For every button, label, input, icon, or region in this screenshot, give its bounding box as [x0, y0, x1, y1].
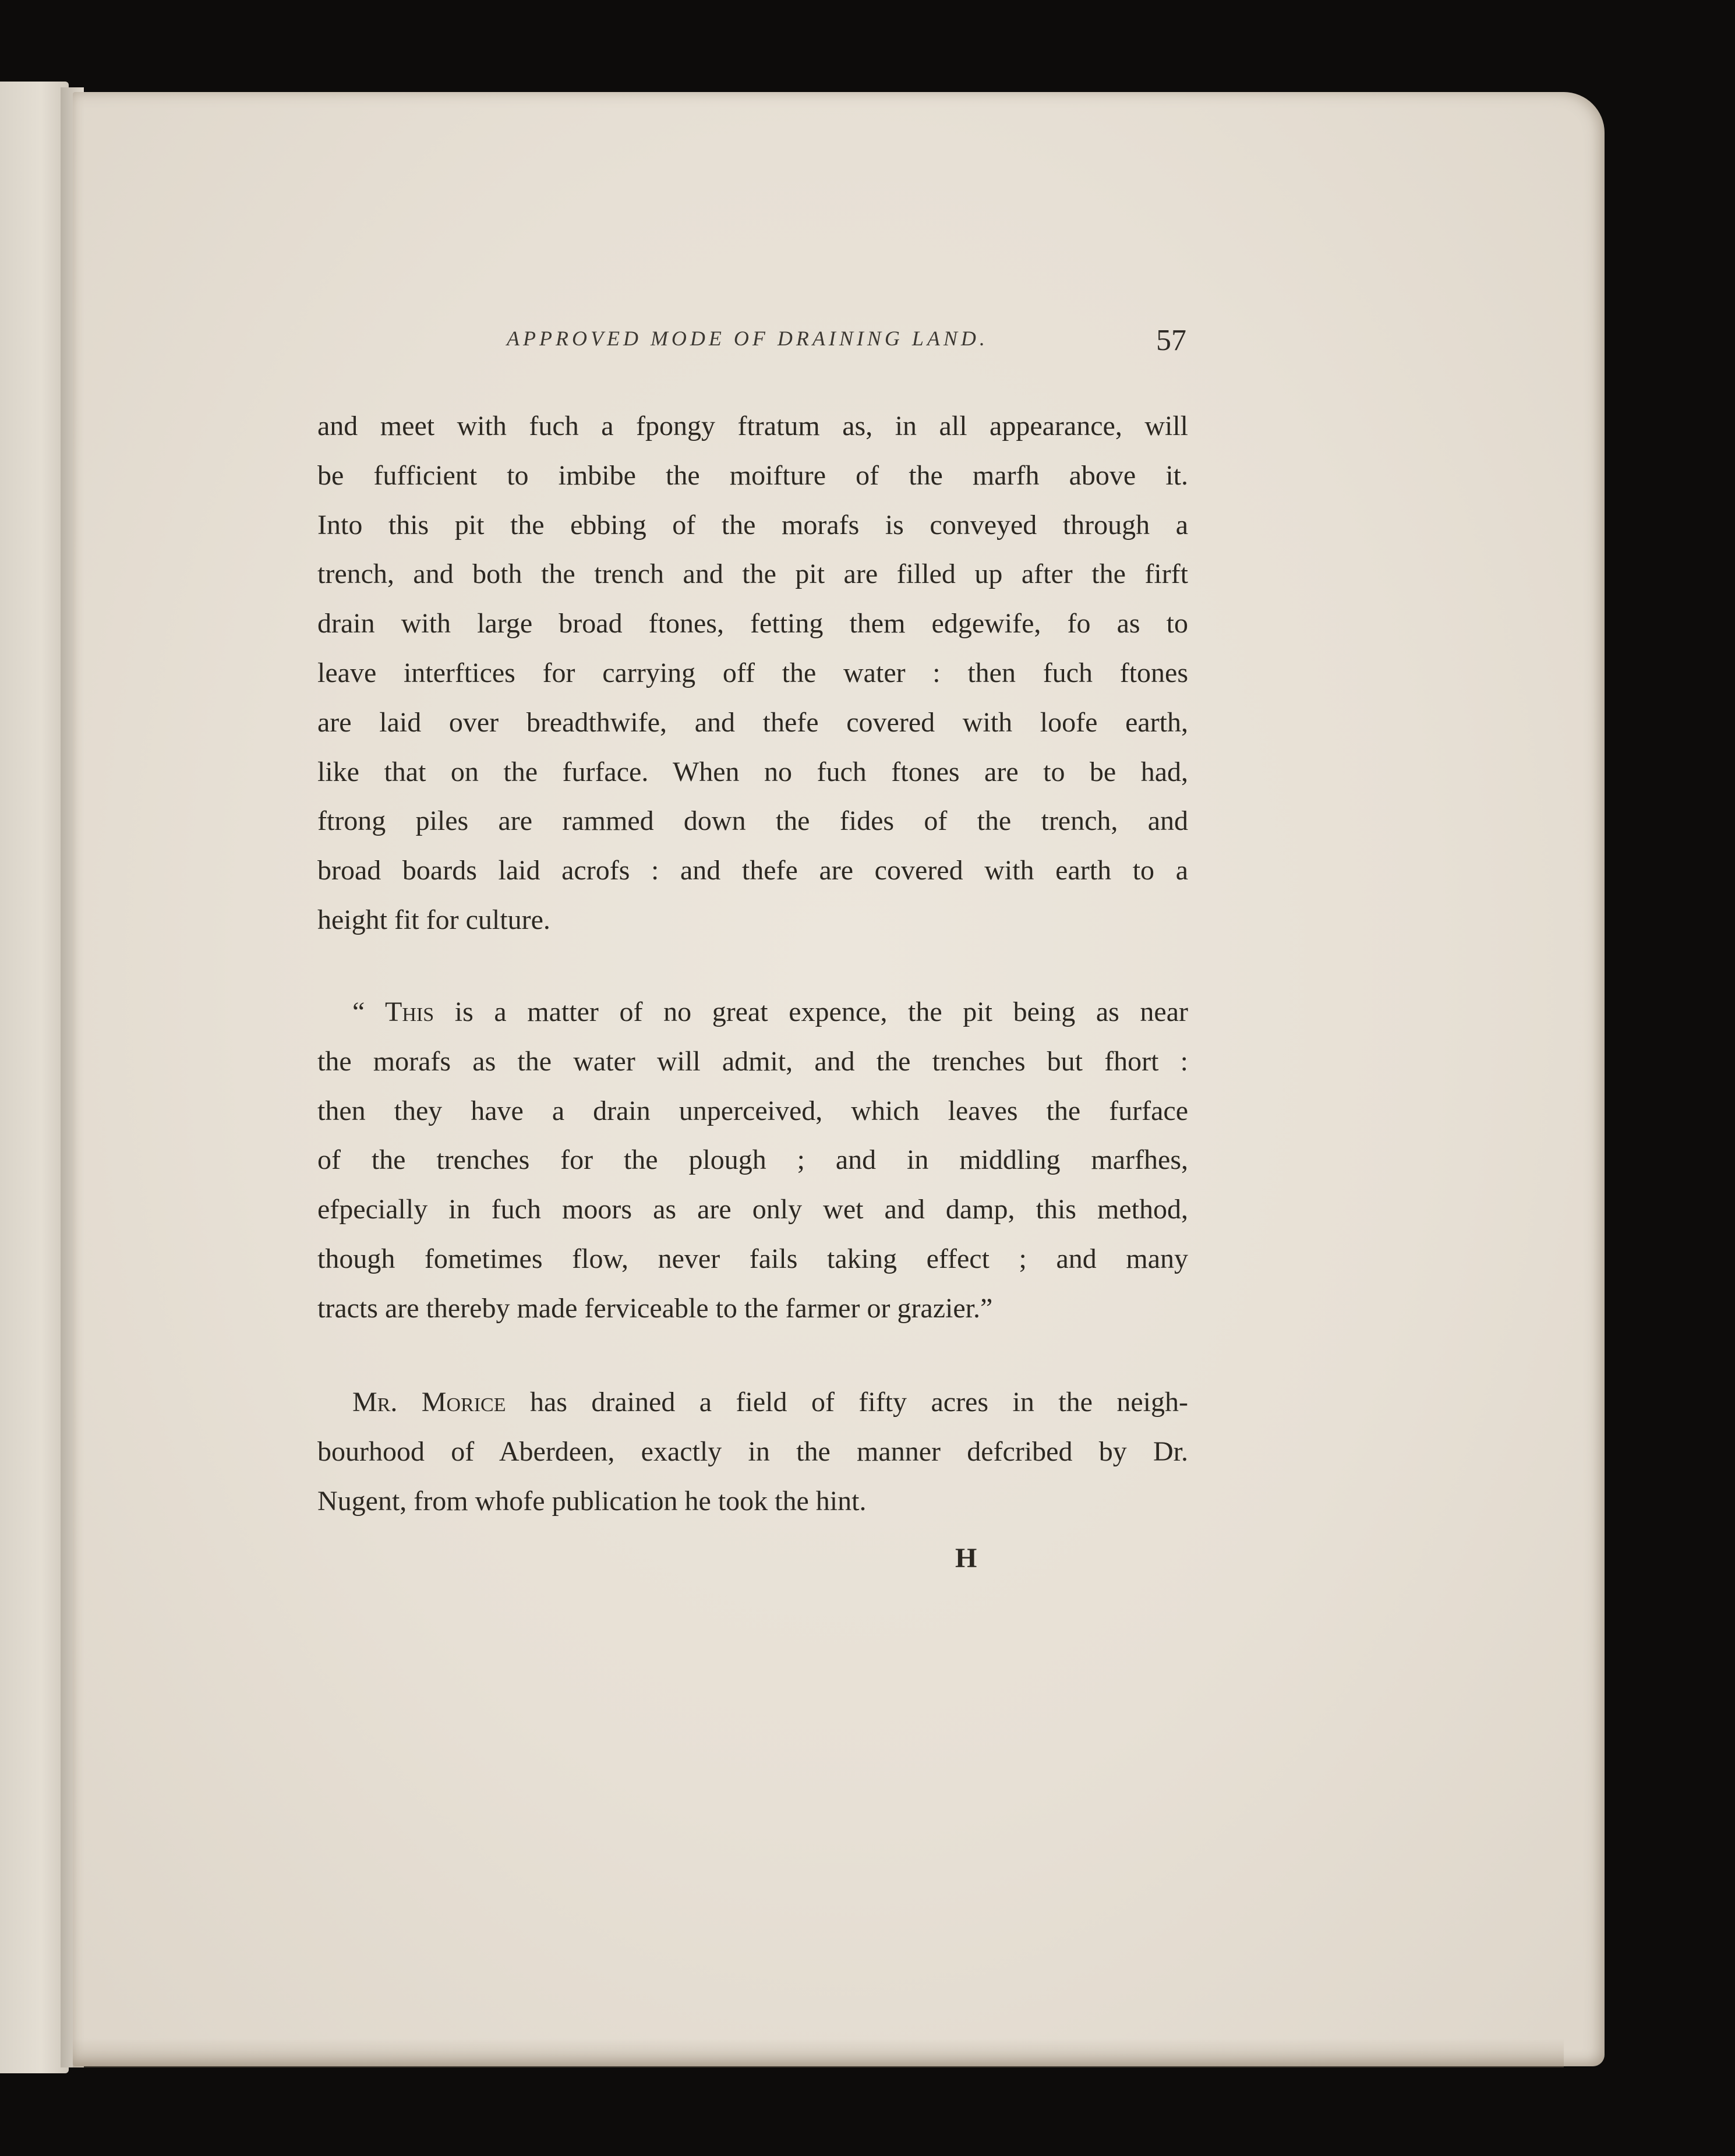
text-line	[317, 1378, 1188, 1427]
paragraph-1	[317, 402, 1188, 945]
text-line: bourhood of Aberdeen, exactly in the manner defcribed by Dr.	[317, 1436, 1188, 1467]
text-line: Into this pit the ebbing of the morafs is conveyed through a	[317, 509, 1188, 540]
text-line: tracts are thereby made ferviceable to the farmer or grazier.”	[317, 1292, 993, 1324]
text-line: the morafs as the water will admit, and the trenches but fhort :	[317, 1045, 1188, 1077]
text-run: is a matter of no great expence, the pit being as near	[434, 996, 1188, 1027]
text-line: and meet with fuch a fpongy ftratum as, in all appearance, will	[317, 411, 1188, 441]
text-line	[317, 988, 1188, 1037]
text-line: then they have a drain unperceived, which leaves the furface	[317, 1095, 1188, 1126]
text-line: drain with large broad ftones, fetting them edgewife, fo as to	[317, 608, 1188, 639]
facing-page-edge	[0, 82, 69, 2073]
small-caps-lead: “ This	[352, 996, 434, 1027]
text-line: of the trenches for the plough ; and in middling marfhes,	[317, 1144, 1188, 1176]
text-line: though fometimes flow, never fails taking effect ; and many	[317, 1243, 1188, 1274]
text-line: be fufficient to imbibe the moifture of the marfh above it.	[317, 460, 1188, 491]
running-title: APPROVED MODE OF DRAINING LAND.	[507, 327, 988, 350]
text-line: Nugent, from whofe publication he took the hint.	[317, 1485, 867, 1517]
page-number: 57	[1156, 324, 1186, 357]
paragraph-3	[317, 1378, 1188, 1526]
text-line: are laid over breadthwife, and thefe covered with loofe earth,	[317, 706, 1188, 738]
signature-mark: H	[955, 1543, 977, 1574]
text-line: like that on the furface. When no fuch ftones are to be had,	[317, 756, 1188, 787]
text-line: leave interftices for carrying off the water : then fuch ftones	[317, 657, 1188, 688]
text-line: trench, and both the trench and the pit are filled up after the firft	[317, 559, 1188, 590]
page-bottom-edge	[73, 2038, 1564, 2067]
text-line: ftrong piles are rammed down the fides of the trench, and	[317, 805, 1188, 837]
text-line: efpecially in fuch moors as are only wet and damp, this method,	[317, 1194, 1188, 1225]
text-line: broad boards laid acrofs : and thefe are covered with earth to a	[317, 855, 1188, 886]
small-caps-lead: Mr. Morice	[352, 1387, 506, 1418]
text-line: height fit for culture.	[317, 904, 550, 935]
text-run: has drained a field of fifty acres in the neigh-	[506, 1387, 1189, 1418]
paragraph-2	[317, 988, 1188, 1334]
